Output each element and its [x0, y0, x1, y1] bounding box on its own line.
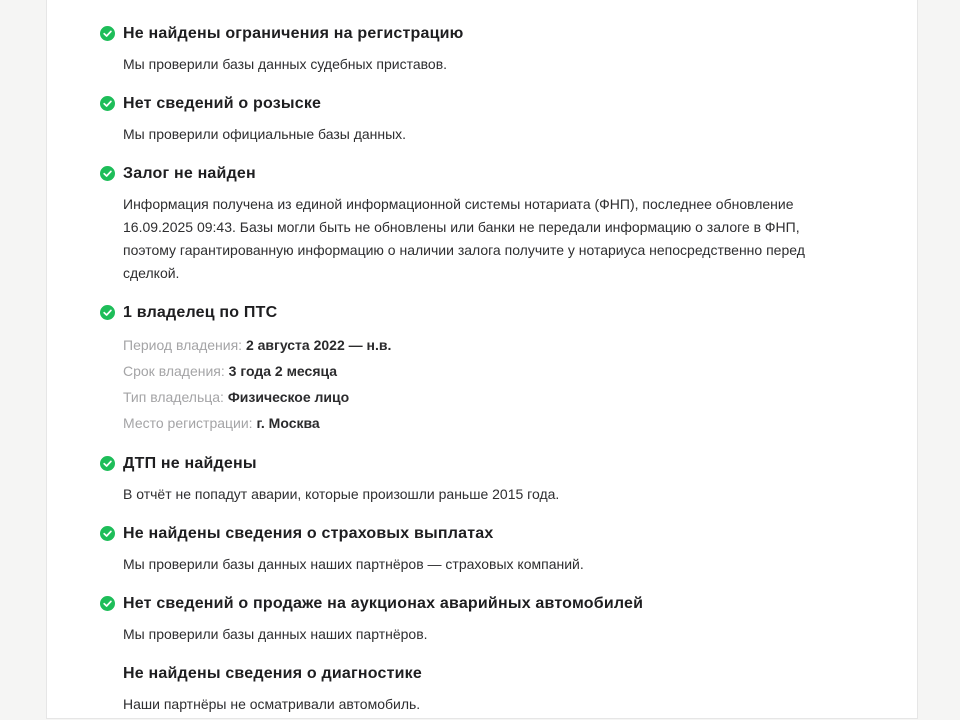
check-icon: [100, 596, 115, 611]
owner-detail-value: г. Москва: [256, 415, 320, 431]
owner-detail-label: Период владения:: [123, 337, 243, 353]
check-item-title: ДТП не найдены: [123, 455, 257, 472]
check-item-description: Мы проверили базы данных наших партнёров — страховых компаний.: [123, 556, 584, 572]
owner-detail-label: Место регистрации:: [123, 415, 253, 431]
check-item-wanted-status: [123, 94, 823, 146]
check-item-owners: [123, 303, 823, 436]
check-item-title: Не найдены сведения о страховых выплатах: [123, 525, 494, 542]
check-icon: [100, 305, 115, 320]
check-item-description: Мы проверили базы данных судебных приставов.: [123, 56, 448, 72]
owner-detail-value: Физическое лицо: [227, 389, 350, 405]
check-item-title: Не найдены сведения о диагностике: [123, 665, 422, 682]
check-item-title: Не найдены ограничения на регистрацию: [123, 25, 464, 42]
check-item-title: 1 владелец по ПТС: [123, 304, 278, 321]
check-item-insurance-payouts: [123, 524, 823, 576]
check-item-description: В отчёт не попадут аварии, которые произошли раньше 2015 года.: [123, 486, 560, 502]
owner-detail-label: Срок владения:: [123, 363, 225, 379]
owner-detail-label: Тип владельца:: [123, 389, 224, 405]
check-item-description: Наши партнёры не осматривали автомобиль.: [123, 696, 421, 712]
check-item-salvage-auctions: [123, 594, 823, 646]
check-item-title: Залог не найден: [123, 165, 256, 182]
check-item-description: Мы проверили базы данных наших партнёров.: [123, 626, 428, 642]
owner-detail-row: [123, 384, 823, 410]
check-icon: [100, 96, 115, 111]
vehicle-report-card: [46, 0, 918, 719]
report-checks-list: [47, 0, 823, 716]
owner-detail-row: [123, 410, 823, 436]
check-item-registration-restrictions: [123, 24, 823, 76]
check-icon: [100, 26, 115, 41]
check-item-diagnostics: [123, 664, 823, 716]
owner-details: [123, 332, 823, 436]
check-item-title: Нет сведений о продаже на аукционах аварийных автомобилей: [123, 595, 644, 612]
check-item-title: Нет сведений о розыске: [123, 95, 322, 112]
check-item-description: Информация получена из единой информационной системы нотариата (ФНП), последнее обновление 16.09.2025 09:43. Базы могли быть не обновлены или банки не передали информацию о залоге в ФНП, поэтому гарантированную информацию о наличии залога получите у нотариуса непосредственно перед сделкой.: [123, 196, 805, 281]
check-icon: [100, 166, 115, 181]
owner-detail-value: 2 августа 2022 — н.в.: [245, 337, 392, 353]
owner-detail-row: [123, 358, 823, 384]
owner-detail-value: 3 года 2 месяца: [228, 363, 338, 379]
check-item-accidents: [123, 454, 823, 506]
check-item-description: Мы проверили официальные базы данных.: [123, 126, 407, 142]
check-item-pledge: [123, 164, 823, 285]
owner-detail-row: [123, 332, 823, 358]
check-icon: [100, 526, 115, 541]
check-icon: [100, 456, 115, 471]
